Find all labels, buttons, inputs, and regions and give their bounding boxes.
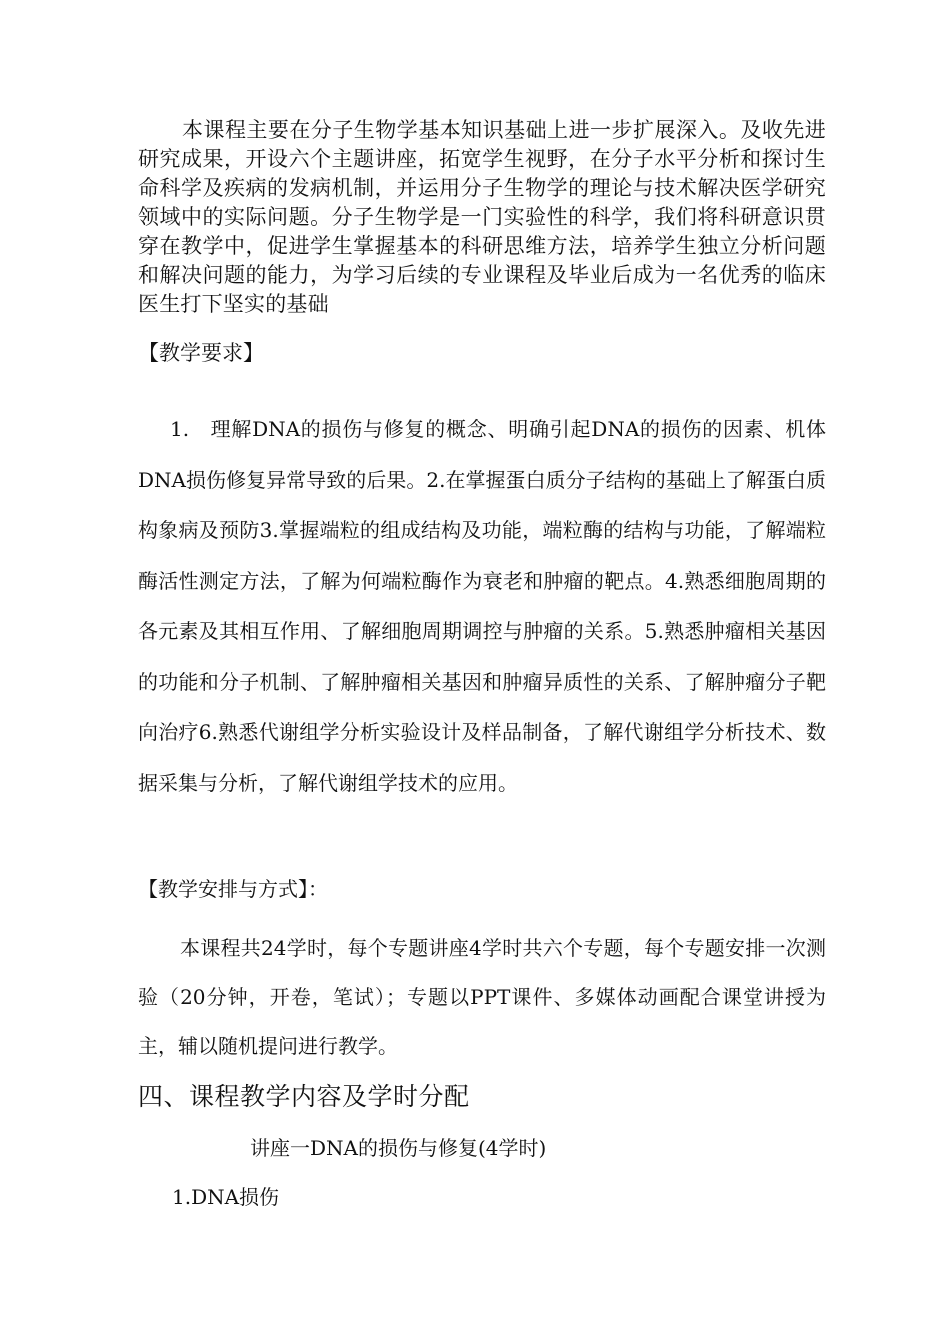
teaching-requirements-heading: 【教学要求】 [138, 341, 264, 365]
teaching-arrangement-body: 本课程共24学时，每个专题讲座4学时共六个专题，每个专题安排一次测验（20分钟，开卷，笔试）；专题以PPT课件、多媒体动画配合课堂讲授为主，辅以随机提问进行教学。 [138, 936, 826, 1058]
section-four-title: 四、课程教学内容及学时分配 [138, 1082, 470, 1111]
lecture-one-title: 讲座一DNA的损伤与修复(4学时) [250, 1136, 547, 1160]
teaching-arrangement-heading: 【教学安排与方式】： [138, 877, 328, 901]
course-intro-paragraph: 本课程主要在分子生物学基本知识基础上进一步扩展深入。及收先进研究成果，开设六个主题讲座，拓宽学生视野，在分子水平分析和探讨生命科学及疾病的发病机制，并运用分子生物学的理论与技术解决医学研究领域中的实际问题。分子生物学是一门实验性的科学，我们将科研意识贯穿在教学中，促进学生掌握基本的科研思维方法，培养学生独立分析问题和解决问题的能力，为学习后续的专业课程及毕业后成为一名优秀的临床医生打下坚实的基础 [138, 118, 826, 316]
teaching-requirements-body: 1. 理解DNA的损伤与修复的概念、明确引起DNA的损伤的因素、机体DNA损伤修复异常导致的后果。2.在掌握蛋白质分子结构的基础上了解蛋白质构象病及预防3.掌握端粒的组成结构及功能，端粒酶的结构与功能，了解端粒酶活性测定方法，了解为何端粒酶作为衰老和肿瘤的靶点。4.熟悉细胞周期的各元素及其相互作用、了解细胞周期调控与肿瘤的关系。5.熟悉肿瘤相关基因的功能和分子机制、了解肿瘤相关基因和肿瘤异质性的关系、了解肿瘤分子靶向治疗6.熟悉代谢组学分析实验设计及样品制备，了解代谢组学分析技术、数据采集与分析，了解代谢组学技术的应用。 [138, 417, 826, 795]
item-one-title: 1.DNA损伤 [172, 1185, 280, 1209]
